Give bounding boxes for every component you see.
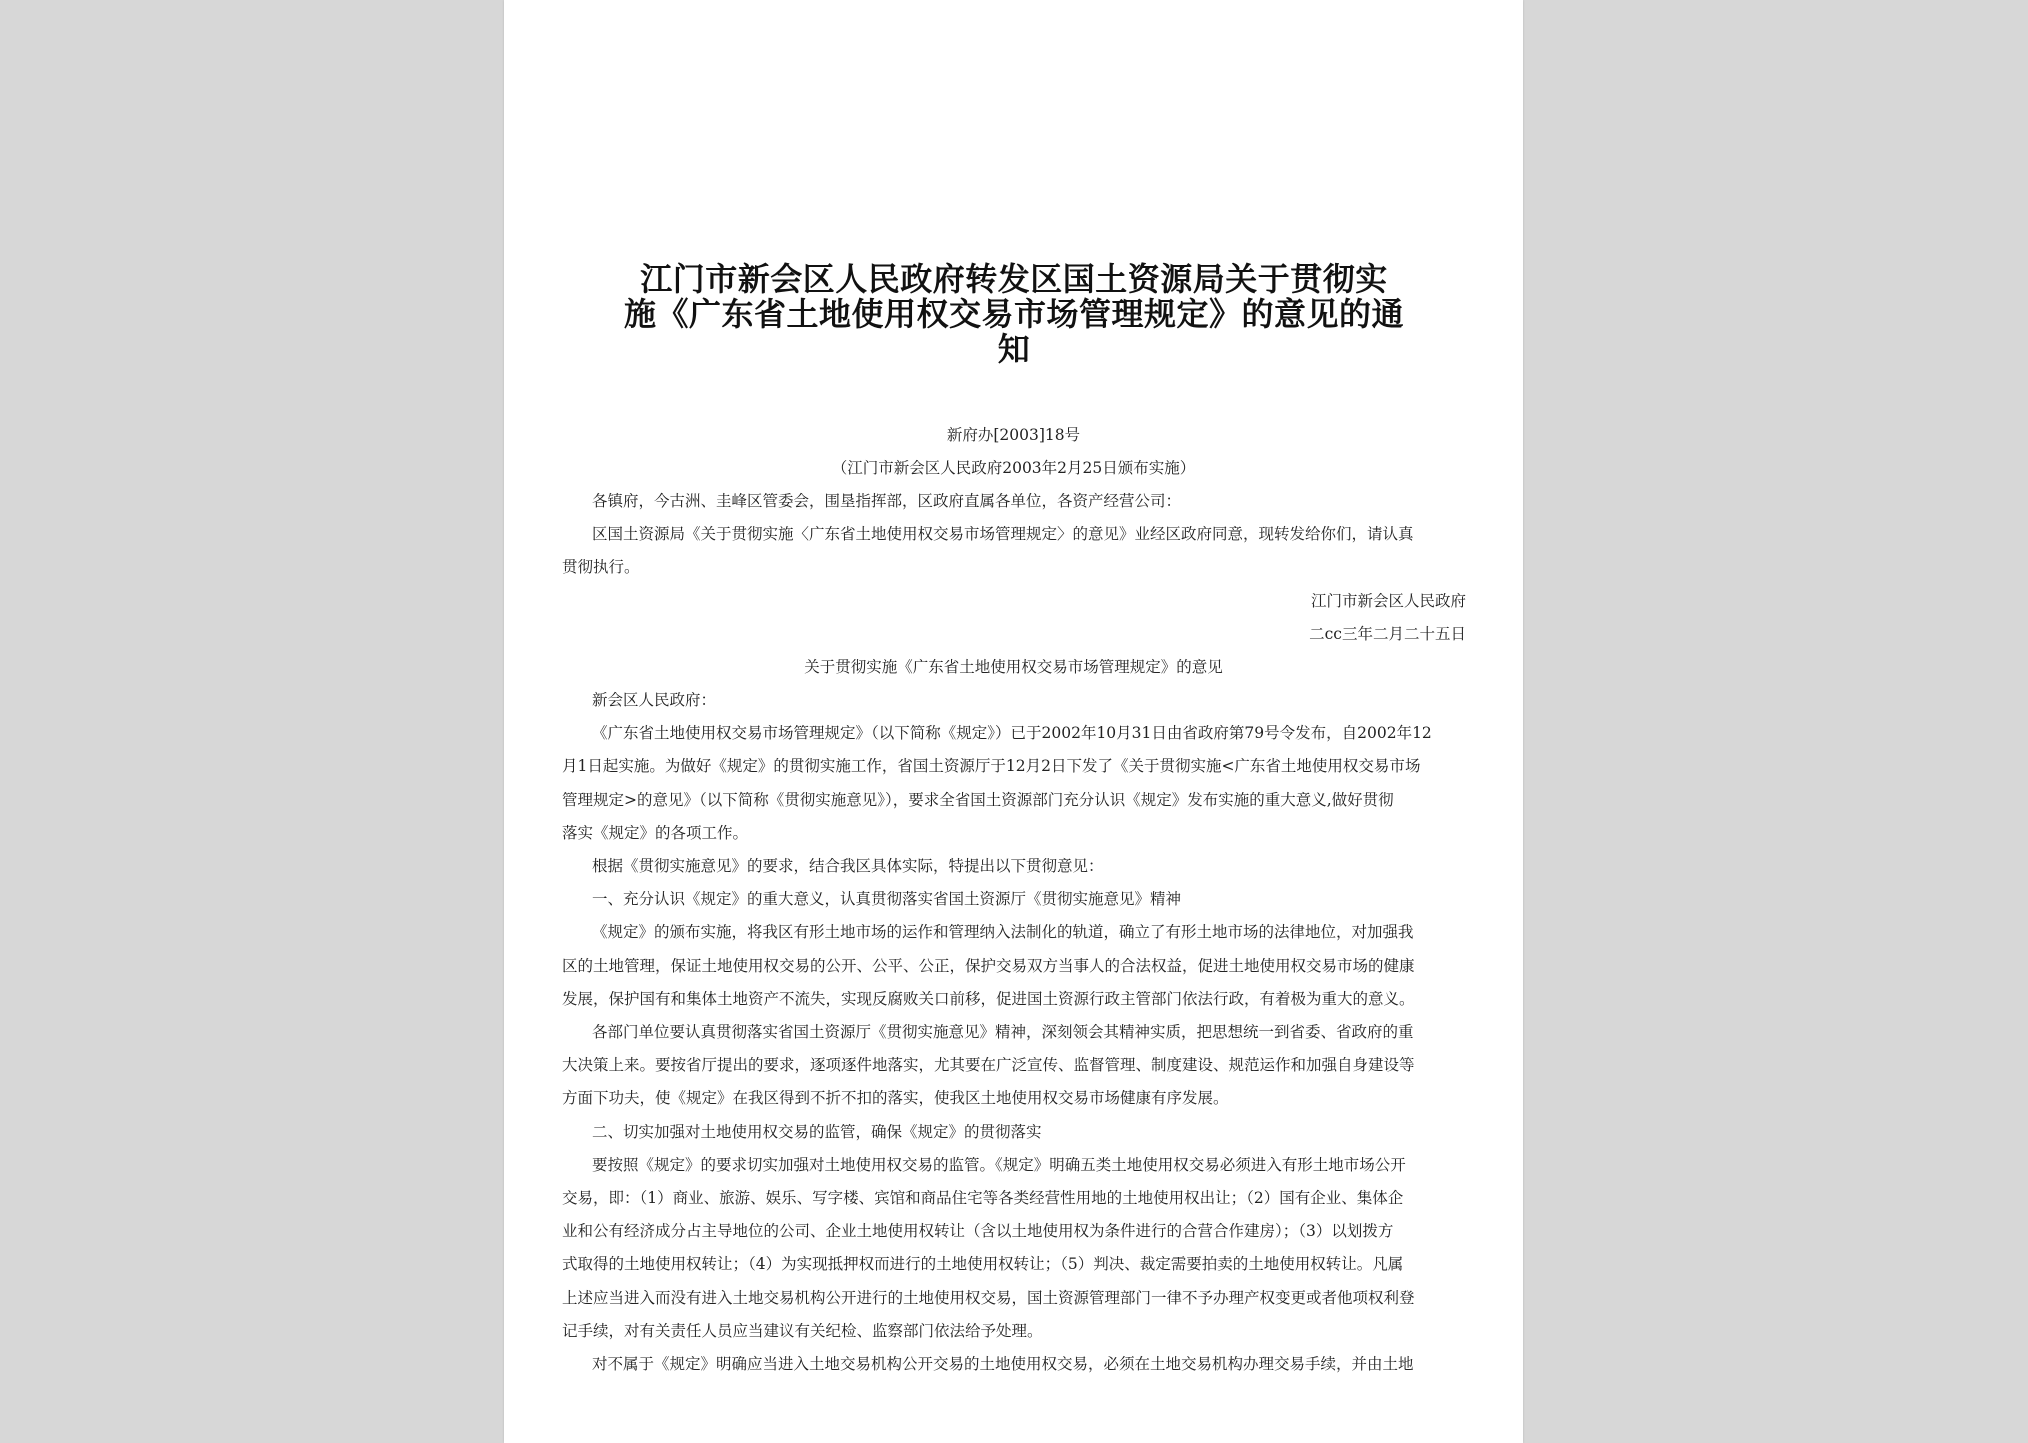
text-line: 对不属于《规定》明确应当进入土地交易机构公开交易的土地使用权交易，必须在土地交易机构办理交易手续，并由土地 — [592, 1355, 1414, 1373]
text-line: 根据《贯彻实施意见》的要求，结合我区具体实际，特提出以下贯彻意见： — [592, 857, 1104, 875]
text-line: 交易，即：（1）商业、旅游、娱乐、写字楼、宾馆和商品住宅等各类经营性用地的土地使用权出让；（2）国有企业、集体企 — [562, 1189, 1404, 1207]
signature-org: 江门市新会区人民政府 — [1310, 592, 1466, 610]
text-line: 落实《规定》的各项工作。 — [562, 823, 749, 842]
text-line: 记手续，对有关责任人员应当建议有关纪检、监察部门依法给予处理。 — [562, 1321, 1043, 1340]
text-line: 要按照《规定》的要求切实加强对土地使用权交易的监管。《规定》明确五类土地使用权交易必须进入有形土地市场公开 — [592, 1155, 1406, 1174]
text-line: 贯彻执行。 — [562, 558, 640, 577]
opinion-title: 关于贯彻实施《广东省土地使用权交易市场管理规定》的意见 — [804, 658, 1223, 676]
text-line: 区的土地管理，保证土地使用权交易的公开、公平、公正，保护交易双方当事人的合法权益，促进土地使用权交易市场的健康 — [562, 956, 1415, 975]
title-line: 施《广东省土地使用权交易市场管理规定》的意见的通 — [623, 295, 1404, 333]
text-line: 管理规定>的意见》（以下简称《贯彻实施意见》），要求全省国土资源部门充分认识《规定》发布实施的重大意义,做好贯彻 — [562, 790, 1394, 809]
document-title — [564, 262, 1464, 367]
signature-date: 二cc三年二月二十五日 — [1309, 625, 1466, 643]
text-line: 《广东省土地使用权交易市场管理规定》（以下简称《规定》）已于2002年10月31日由省政府第79号令发布，自2002年12 — [592, 724, 1432, 743]
document-page — [504, 0, 1523, 1443]
text-line: 各部门单位要认真贯彻落实省国土资源厅《贯彻实施意见》精神，深刻领会其精神实质，把思想统一到省委、省政府的重 — [592, 1023, 1414, 1041]
text-line: 发展，保护国有和集体土地资产不流失，实现反腐败关口前移，促进国土资源行政主管部门依法行政，有着极为重大的意义。 — [562, 989, 1415, 1008]
text-line: 方面下功夫，使《规定》在我区得到不折不扣的落实，使我区土地使用权交易市场健康有序发展。 — [562, 1089, 1229, 1108]
title-line: 知 — [997, 330, 1031, 368]
text-line: 区国土资源局《关于贯彻实施〈广东省土地使用权交易市场管理规定〉的意见》业经区政府同意，现转发给你们，请认真 — [592, 525, 1414, 544]
text-line: 《规定》的颁布实施，将我区有形土地市场的运作和管理纳入法制化的轨道，确立了有形土地市场的法律地位，对加强我 — [592, 923, 1414, 942]
title-line: 江门市新会区人民政府转发区国土资源局关于贯彻实 — [640, 260, 1388, 298]
text-line: 大决策上来。要按省厅提出的要求，逐项逐件地落实，尤其要在广泛宣传、监督管理、制度建设、规范运作和加强自身建设等 — [562, 1056, 1415, 1075]
text-line: 二、切实加强对土地使用权交易的监管，确保《规定》的贯彻落实 — [592, 1122, 1042, 1141]
text-line: 业和公有经济成分占主导地位的公司、企业土地使用权转让（含以土地使用权为条件进行的合营合作建房）；（3）以划拨方 — [562, 1222, 1394, 1241]
text-line: 上述应当进入而没有进入土地交易机构公开进行的土地使用权交易，国土资源管理部门一律不予办理产权变更或者他项权利登 — [562, 1288, 1415, 1307]
text-line: 一、充分认识《规定》的重大意义，认真贯彻落实省国土资源厅《贯彻实施意见》精神 — [592, 890, 1182, 909]
text-line: 月1日起实施。为做好《规定》的贯彻实施工作，省国土资源厅于12月2日下发了《关于贯彻实施<广东省土地使用权交易市场 — [562, 757, 1421, 776]
issue-note: （江门市新会区人民政府2003年2月25日颁布实施） — [831, 459, 1196, 477]
doc-number: 新府办[2003]18号 — [946, 426, 1081, 444]
text-line: 式取得的土地使用权转让；（4）为实现抵押权而进行的土地使用权转让；（5）判决、裁定需要拍卖的土地使用权转让。凡属 — [562, 1255, 1404, 1274]
text-line: 各镇府，今古洲、圭峰区管委会，围垦指挥部，区政府直属各单位，各资产经营公司： — [592, 492, 1182, 510]
text-line: 新会区人民政府： — [592, 691, 717, 709]
